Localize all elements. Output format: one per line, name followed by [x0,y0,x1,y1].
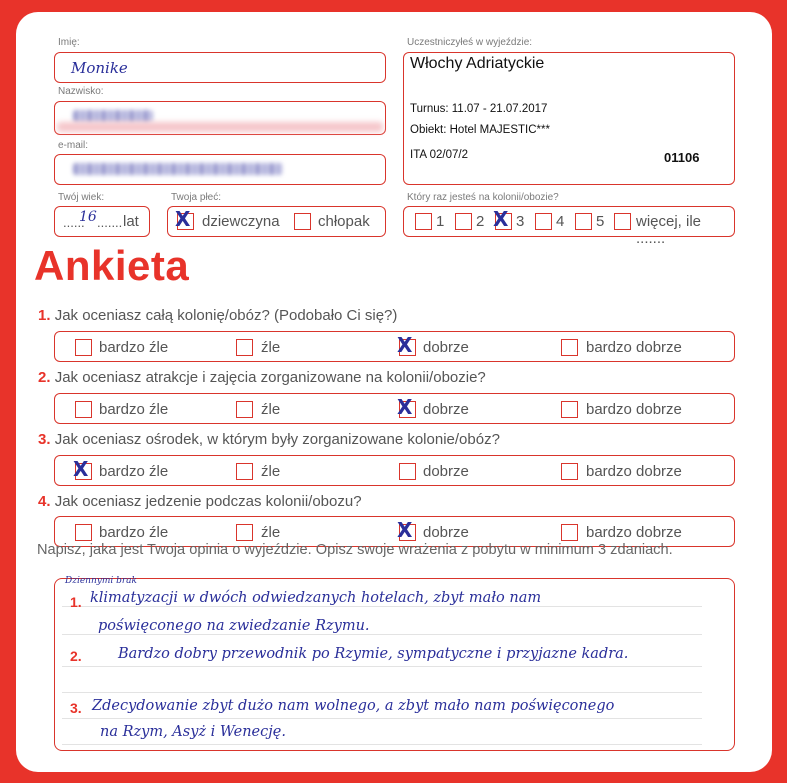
opinion-number-2: 2. [70,648,82,664]
q4-option-good: dobrze [423,524,469,541]
q1-checkbox-very-bad[interactable] [75,339,92,356]
times-option-4: 4 [556,213,565,230]
q3-checkbox-bad[interactable] [236,463,253,480]
surname-label: Nazwisko: [58,86,104,97]
times-option-3: 3 [516,213,525,230]
question-1-options [54,331,735,362]
gender-option-girl: dziewczyna [202,213,280,230]
name-label: Imię: [58,37,80,48]
times-option-1: 1 [436,213,445,230]
q3-checkbox-good[interactable] [399,463,416,480]
q3-option-good: dobrze [423,463,469,480]
times-checkbox-more[interactable] [614,213,631,230]
question-1 [38,307,397,324]
q1-option-good: dobrze [423,339,469,356]
q1-checkbox-bad[interactable] [236,339,253,356]
q1-option-bad: źle [261,339,281,356]
times-field [403,206,735,247]
writing-line [62,718,702,719]
question-text: Jak oceniasz atrakcje i zajęcia zorganizowane na kolonii/obozie? [54,369,486,386]
name-field[interactable] [54,52,386,83]
age-value: 16 [79,209,97,225]
question-number: 1. [38,307,51,324]
q2-option-good: dobrze [423,401,469,418]
opinion-prompt: Napisz, jaka jest Twoja opinia o wyjeździe. Opisz swoje wrażenia z pobytu w minimum 3 zdaniach. [37,542,673,558]
question-text: Jak oceniasz całą kolonię/obóz? (Podobało Ci się?) [54,307,398,324]
times-checkbox-1[interactable] [415,213,432,230]
question-text: Jak oceniasz ośrodek, w którym były zorganizowane kolonie/obóz? [54,431,500,448]
age-dots-left: ...... [63,215,85,230]
gender-checkbox-boy[interactable] [294,213,311,230]
gender-option-boy: chłopak [318,213,370,230]
times-checkbox-2[interactable] [455,213,472,230]
q2-option-very-good: bardzo dobrze [586,401,682,418]
email-field[interactable] [54,154,386,185]
opinion-number-1: 1. [70,594,82,610]
q1-checkbox-good[interactable] [397,333,416,357]
age-dots-right: ....... [97,215,123,230]
q2-checkbox-good[interactable] [397,395,416,419]
q4-checkbox-good[interactable] [397,518,416,542]
check-mark: X [397,395,413,419]
check-mark: X [175,207,191,231]
q3-option-very-good: bardzo dobrze [586,463,682,480]
question-3 [38,431,500,448]
survey-title: Ankieta [34,242,190,289]
q1-checkbox-very-good[interactable] [561,339,578,356]
question-2 [38,369,486,386]
q4-checkbox-very-good[interactable] [561,524,578,541]
opinion-line-1: klimatyzacji w dwóch odwiedzanych hotelach, zbyt mało nam [90,590,542,606]
gender-checkbox-girl[interactable] [175,207,194,231]
check-mark: X [493,207,509,231]
q2-option-very-bad: bardzo źle [99,401,169,418]
age-label: Twój wiek: [58,192,105,203]
opinion-line-3: Zdecydowanie zbyt dużo nam wolnego, a zbyt mało nam poświęconego [92,698,615,714]
q3-checkbox-very-good[interactable] [561,463,578,480]
question-number: 3. [38,431,51,448]
q3-checkbox-very-bad[interactable] [73,457,92,481]
q4-option-bad: źle [261,524,281,541]
email-label: e-mail: [58,140,89,151]
trip-code: 01106 [664,150,700,165]
opinion-number-3: 3. [70,700,82,716]
gender-field [167,206,386,237]
writing-line [62,692,702,693]
opinion-line-1b: poświęconego na zwiedzanie Rzymu. [98,618,370,634]
question-number: 4. [38,493,51,510]
writing-line [62,606,702,607]
name-value: Monike [71,59,128,77]
age-unit: lat [123,213,139,230]
writing-line [62,666,702,667]
q4-option-very-good: bardzo dobrze [586,524,682,541]
question-3-options [54,455,735,486]
times-checkbox-4[interactable] [535,213,552,230]
trip-turnus: Turnus: 11.07 - 21.07.2017 [410,103,548,115]
age-field[interactable] [54,206,150,237]
q2-checkbox-bad[interactable] [236,401,253,418]
surname-redaction-bar [57,122,383,132]
trip-obiekt: Obiekt: Hotel MAJESTIC*** [410,124,550,136]
times-checkbox-3[interactable] [493,207,512,231]
trip-participated-label: Uczestniczyłeś w wyjeździe: [407,37,533,48]
q3-option-very-bad: bardzo źle [99,463,169,480]
question-4 [38,493,362,510]
q4-option-very-bad: bardzo źle [99,524,169,541]
times-option-5: 5 [596,213,605,230]
q2-checkbox-very-good[interactable] [561,401,578,418]
q1-option-very-good: bardzo dobrze [586,339,682,356]
writing-line [62,744,702,745]
check-mark: X [397,333,413,357]
surname-redaction [73,110,153,122]
trip-title: Włochy Adriatyckie [410,55,545,72]
q4-checkbox-very-bad[interactable] [75,524,92,541]
times-option-more: więcej, ile ....... [636,213,702,247]
writing-line [62,634,702,635]
trip-ita: ITA 02/07/2 [410,149,468,161]
gender-label: Twoja płeć: [171,192,222,203]
times-label: Który raz jesteś na kolonii/obozie? [407,192,559,203]
check-mark: X [397,518,413,542]
q4-checkbox-bad[interactable] [236,524,253,541]
question-number: 2. [38,369,51,386]
q2-option-bad: źle [261,401,281,418]
email-redaction [73,163,283,175]
surname-field[interactable] [54,101,386,135]
times-checkbox-5[interactable] [575,213,592,230]
question-text: Jak oceniasz jedzenie podczas kolonii/obozu? [54,493,362,510]
question-2-options [54,393,735,424]
opinion-line-3b: na Rzym, Asyż i Wenecję. [100,724,286,740]
times-option-2: 2 [476,213,485,230]
check-mark: X [73,457,89,481]
q2-checkbox-very-bad[interactable] [75,401,92,418]
q3-option-bad: źle [261,463,281,480]
q1-option-very-bad: bardzo źle [99,339,169,356]
opinion-note: Dziennymi brak [65,576,137,586]
opinion-line-2: Bardzo dobry przewodnik po Rzymie, sympatyczne i przyjazne kadra. [118,646,629,662]
